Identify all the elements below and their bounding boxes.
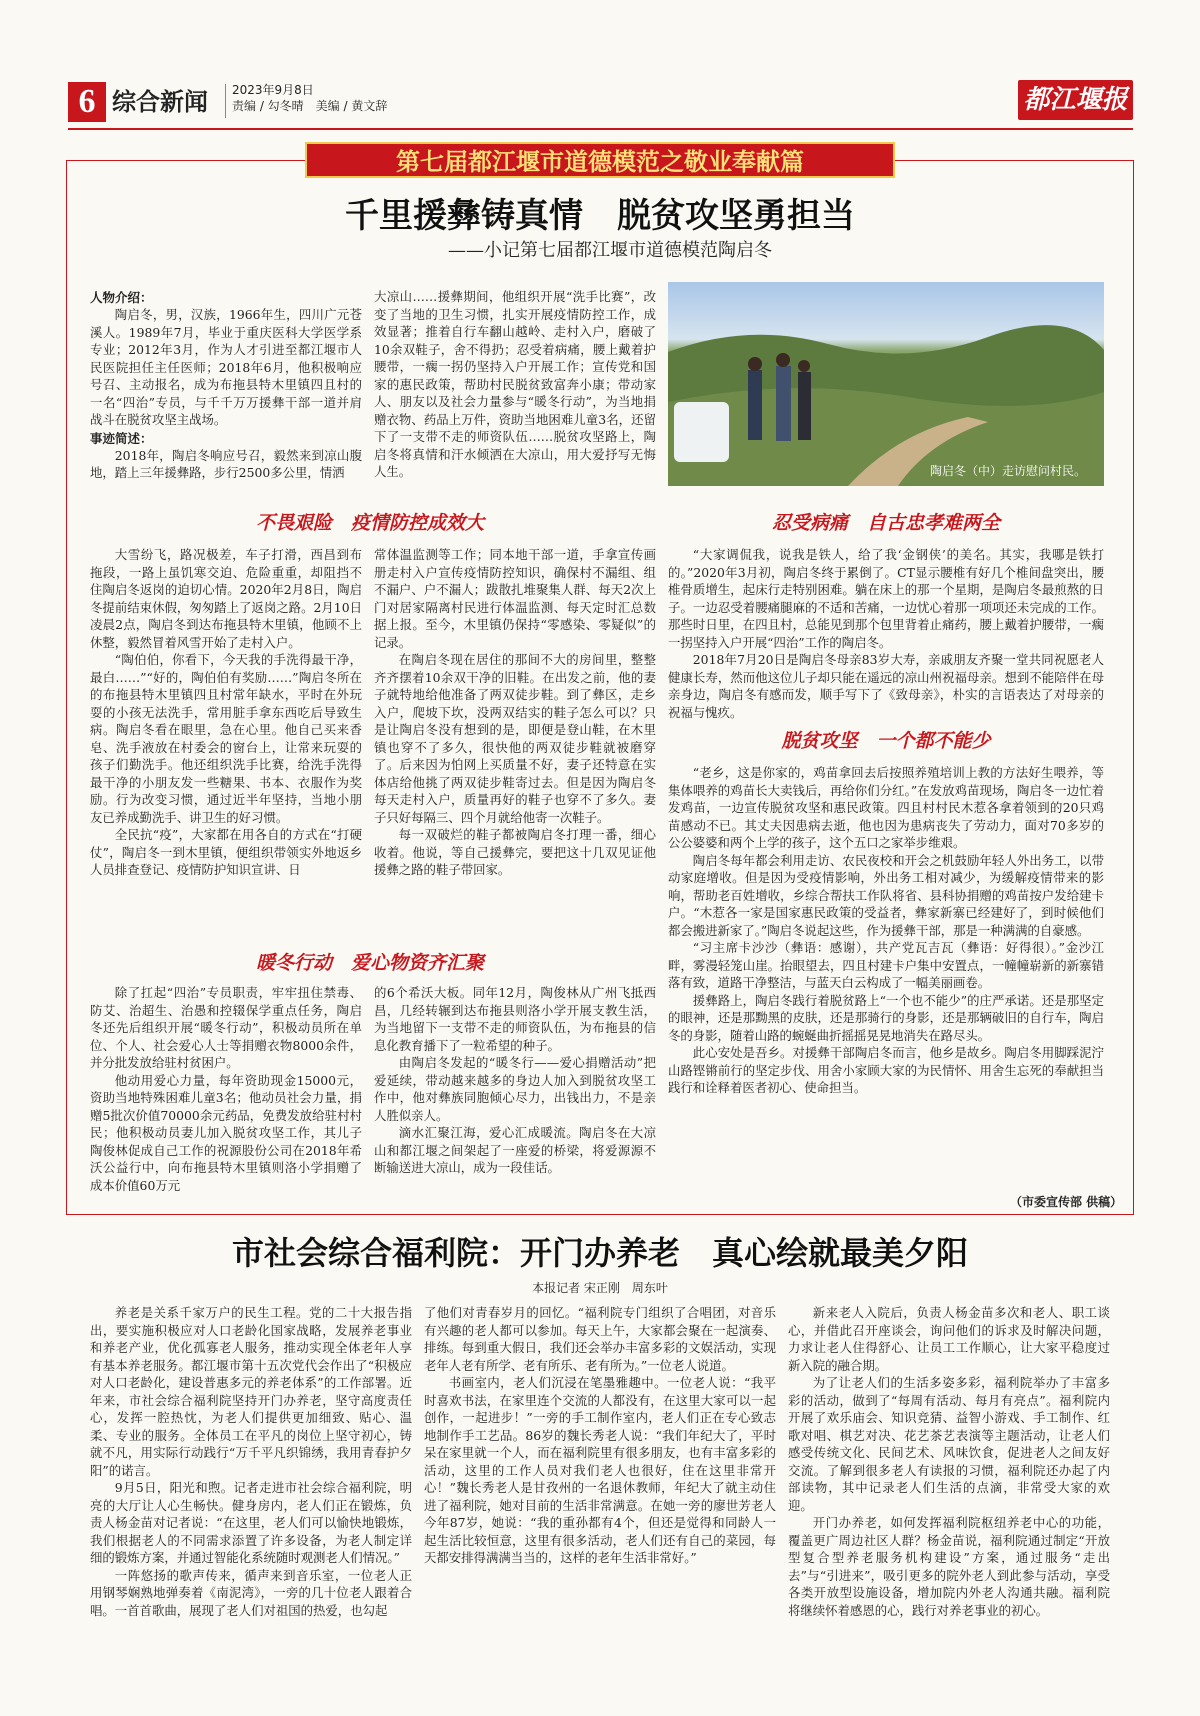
intro-profile-heading: 人物介绍： bbox=[90, 290, 153, 305]
article2-paragraph: 为了让老人们的生活多姿多彩，福利院举办了丰富多彩的活动，做到了“每周有活动、每月有亮点”。福利院内开展了欢乐庙会、知识竞猜、益智小游戏、手工制作、红歌对唱、棋艺对决、花艺茶艺表演等主题活动，让老人们感受传统文化、民间艺术、风味饮食，促进老人之间友好交流。了解到很多老人有读报的习惯，福利院还办起了内部读物，其中记录老人们生活的点滴，非常受大家的欢迎。 bbox=[788, 1375, 1110, 1513]
feature-subtitle: ——小记第七届都江堰市道德模范陶启冬 bbox=[448, 240, 772, 261]
divider bbox=[225, 84, 226, 118]
intro-deeds-text-cont: 大凉山……援彝期间，他组织开展“洗手比赛”，改变了当地的卫生习惯，扎实开展疫情防控工作，成效显著；推着自行车翻山越岭、走村入户，磨破了10余双鞋子，舍不得扔；忍受着病痛，腰上戴着护腰带，一瘸一拐仍坚持入户开展工作；宣传党和国家的惠民政策，帮助村民脱贫致富奔小康；带动家人、朋友以及社会力量参与“暖冬行动”，为当地捐赠衣物、药品上万件，资助当地困难儿童3名，还留下了一支带不走的师资队伍……脱贫攻坚路上，陶启冬将真情和汗水倾洒在大凉山，用大爱抒写无悔人生。 bbox=[374, 289, 656, 479]
section4-paragraph: “老乡，这是你家的，鸡苗拿回去后按照养殖培训上教的方法好生喂养，等集体喂养的鸡苗长大卖钱后，再给你们分红。”在发放鸡苗现场，陶启冬一边忙着发鸡苗，一边宣传脱贫攻坚和惠民政策。四且村村民木惹各拿着领到的20只鸡苗感动不已。其丈夫因患病去逝，他也因为患病丧失了劳动力，面对70多岁的公公婆婆和两个上学的孩子，这个五口之家举步维艰。 bbox=[668, 765, 1104, 850]
intro-deeds-text-part: 2018年，陶启冬响应号召，毅然来到凉山腹地，踏上三年援彝路，步行2500多公里，情洒 bbox=[90, 447, 362, 480]
section2-heading: 暖冬行动 爱心物资齐汇聚 bbox=[255, 952, 484, 974]
section4-heading: 脱贫攻坚 一个都不能少 bbox=[781, 730, 991, 752]
article2-title: 市社会综合福利院：开门办养老 真心绘就最美夕阳 bbox=[231, 1234, 968, 1272]
intro-profile-text: 陶启冬，男，汉族，1966年生，四川广元苍溪人。1989年7月，毕业于重庆医科大学医学系专业；2012年3月，作为人才引进至都江堰市人民医院担任主任医师；2018年6月，他积极响应号召、主动报名，成为布拖县特木里镇四且村的一名“四治”专员，与千千万万援彝干部一道并肩战斗在脱贫攻坚主战场。 bbox=[90, 307, 362, 427]
feature-banner: 第七届都江堰市道德模范之敬业奉献篇 bbox=[305, 142, 895, 178]
photo-caption: 陶启冬（中）走访慰问村民。 bbox=[930, 464, 1087, 478]
section1-column-2 bbox=[374, 546, 656, 966]
issue-info bbox=[232, 82, 387, 114]
section2-paragraph: 的6个希沃大板。同年12月，陶俊林从广州飞抵西昌，几经转辗到达布拖县则洛小学开展支教生活，为当地留下一支带不走的师资队伍，为布拖县的信息化教育播下了一粒希望的种子。 bbox=[374, 985, 656, 1053]
section1-paragraph: 在陶启冬现在居住的那间不大的房间里，整整齐齐摆着10余双干净的旧鞋。在出发之前，他的妻子就特地给他准备了两双徒步鞋。到了彝区，走乡入户，爬坡下坎，没两双结实的鞋子怎么可以？只是让陶启冬没有想到的是，即便是登山鞋，在木里镇也穿不了多久，很快他的两双徒步鞋就被磨穿了。后来因为怕网上买质量不好，妻子还特意在实体店给他挑了两双徒步鞋寄过去。但是因为陶启冬每天走村入户，质量再好的鞋子也穿不了多久。妻子只好每隔三、四个月就给他寄一次鞋子。 bbox=[374, 652, 656, 825]
article2-column-1 bbox=[90, 1304, 412, 1702]
section3-paragraph: 2018年7月20日是陶启冬母亲83岁大寿，亲戚朋友齐聚一堂共同祝愿老人健康长寿，然而他这位儿子却只能在遥远的凉山州祝福母亲。想到不能陪伴在母亲身边，陶启冬有感而发，顺手写下了《致母亲》，朴实的言语表达了对母亲的祝福与愧疚。 bbox=[668, 652, 1104, 720]
section3-paragraph: “大家调侃我，说我是铁人，给了我‘金钢侠’的美名。其实，我哪是铁打的。”2020年3月初，陶启冬终于累倒了。CT显示腰椎有好几个椎间盘突出，腰椎骨质增生，起床行走特别困难。躺在床上的那一个星期，是陶启冬最煎熬的日子。一边忍受着腰痛腿麻的不适和苦痛，一边忧心着那一项项还未完成的工作。那些时日里，在四且村，总能见到那个包里背着止痛药，腰上戴着护腰带，一瘸一拐坚持入户开展“四治”工作的陶启冬。 bbox=[668, 547, 1104, 650]
article2-column-2 bbox=[424, 1304, 776, 1702]
article2-paragraph: 了他们对青春岁月的回忆。“福利院专门组织了合唱团，对音乐有兴趣的老人都可以参加。每天上午，大家都会聚在一起演奏、排练。每到重大假日，我们还会举办丰富多彩的文娱活动，实现老年人老有所学、老有所乐、老有所为。”一位老人说道。 bbox=[424, 1305, 776, 1373]
section-title: 综合新闻 bbox=[112, 88, 208, 116]
section1-paragraph: 大雪纷飞，路况极差，车子打滑，西昌到布拖段，一路上虽饥寒交迫、危险重重，却阻挡不住陶启冬返岗的迫切心情。2020年2月8日，陶启冬提前结束休假，匆匆踏上了返岗之路。2月10日凌晨2点，陶启冬到达布拖县特木里镇，他顾不上休整，毅然冒着风雪开始了走村入户。 bbox=[90, 547, 362, 650]
section4-paragraph: 陶启冬每年都会利用走访、农民夜校和开会之机鼓励年轻人外出务工，以带动家庭增收。但是因为受疫情影响，外出务工相对减少，为缓解疫情带来的影响，帮助老百姓增收，乡综合帮扶工作队将省、县科协捐赠的鸡苗按户发给建卡户。“木惹各一家是国家惠民政策的受益者，彝家新寨已经建好了，到时候他们都会搬进新家了。”陶启冬说起这些，作为援彝干部，那是一种满满的自豪感。 bbox=[668, 852, 1104, 938]
section1-paragraph: “陶伯伯，你看下，今天我的手洗得最干净，最白……”“好的，陶伯伯有奖励……”陶启冬所在的布拖县特木里镇四且村常年缺水，平时在外玩耍的小孩无法洗手，常用脏手拿东西吃后导致生病。陶启冬看在眼里，急在心里。他自己买来香皂、洗手液放在村委会的窗台上，让常来玩耍的孩子们勤洗手。他还组织洗手比赛，给洗手洗得最干净的小朋友发一些糖果、书本、衣服作为奖励。行为改变习惯，通过近半年坚持，当地小朋友已养成勤洗手、讲卫生的好习惯。 bbox=[90, 652, 362, 825]
header-rule bbox=[68, 128, 1133, 130]
article2-paragraph: 新来老人入院后，负责人杨金苗多次和老人、职工谈心，并借此召开座谈会，询问他们的诉求及时解决问题，力求让老人住得舒心、让员工工作顺心，让大家平稳度过新入院的融合期。 bbox=[788, 1305, 1110, 1373]
page-number: 6 bbox=[68, 82, 106, 122]
masthead bbox=[68, 78, 1133, 126]
intro-column-2 bbox=[374, 288, 656, 488]
section4-column bbox=[668, 764, 1104, 1192]
section2-paragraph: 他动用爱心力量，每年资助现金15000元，资助当地特殊困难儿童3名；他动员社会力量，捐赠5批次价值70000余元药品，免费发放给驻村村民；他积极动员妻儿加入脱贫攻坚工作，其儿子陶俊林促成自己工作的祝源股份公司在2018年希沃公益行中，向布拖县特木里镇则洛小学捐赠了成本价值60万元 bbox=[90, 1072, 362, 1193]
section2-column-1 bbox=[90, 984, 362, 1194]
paper-logo: 都江堰报 bbox=[1018, 80, 1133, 120]
issue-editors: 责编 / 勾冬晴 美编 / 黄文辞 bbox=[232, 99, 388, 113]
section1-paragraph: 全民抗“疫”，大家都在用各自的方式在“打硬仗”，陶启冬一到木里镇，便组织带领实外地返乡人员排查登记、疫情防护知识宣讲、日 bbox=[90, 827, 362, 877]
article2-paragraph: 开门办养老，如何发挥福利院枢纽养老中心的功能，覆盖更广周边社区人群？杨金苗说，福利院通过制定“开放型复合型养老服务机构建设”方案，通过服务“走出去”与“引进来”，吸引更多的院外老人到此参与活动，享受各类开放型设施设备，增加院内外老人沟通共融。福利院将继续怀着感恩的心，践行对养老事业的初心。 bbox=[788, 1515, 1110, 1618]
section2-paragraph: 由陶启冬发起的“暖冬行——爱心捐赠活动”把爱延续，带动越来越多的身边人加入到脱贫攻坚工作中，他对彝族同胞倾心尽力，出钱出力，不是亲人胜似亲人。 bbox=[374, 1055, 656, 1123]
section2-paragraph: 除了扛起“四治”专员职责，牢牢扭住禁毒、防艾、治超生、治愚和控辍保学重点任务，陶启冬还先后组织开展“暖冬行动”，积极动员所在单位、个人、社会爱心人士等捐赠衣物8000余件，并分批发放给驻村贫困户。 bbox=[90, 985, 362, 1070]
article2-paragraph: 一阵悠扬的歌声传来，循声来到音乐室，一位老人正用钢琴娴熟地弹奏着《南泥湾》，一旁的几十位老人跟着合唱。一首首歌曲，展现了老人们对祖国的热爱，也勾起 bbox=[90, 1567, 412, 1618]
intro-deeds-heading: 事迹简述： bbox=[90, 430, 153, 446]
section2-column-2 bbox=[374, 984, 656, 1194]
section1-paragraph: 每一双破烂的鞋子都被陶启冬打理一番，细心收着。他说，等自己援彝完，要把这十几双见证他援彝之路的鞋子带回家。 bbox=[374, 827, 656, 877]
section1-heading: 不畏艰险 疫情防控成效大 bbox=[255, 512, 484, 534]
article2-paragraph: 9月5日，阳光和煦。记者走进市社会综合福利院，明亮的大厅让人心生畅快。健身房内，老人们正在锻炼，负责人杨金苗对记者说：“在这里，老人们可以愉快地锻炼，我们根据老人的不同需求添置了许多设备，为老人制定详细的锻炼方案，并通过智能化系统随时观测老人们情况。” bbox=[90, 1480, 412, 1565]
section4-paragraph: 此心安处是吾乡。对援彝干部陶启冬而言，他乡是故乡。陶启冬用脚踩泥泞山路铿锵前行的坚定步伐、用舍小家顾大家的为民情怀、用舍生忘死的奉献担当践行和诠释着医者初心、使命担当。 bbox=[668, 1045, 1104, 1095]
article2-byline: 本报记者 宋正刚 周东叶 bbox=[532, 1281, 668, 1295]
section2-paragraph: 滴水汇聚江海，爱心汇成暖流。陶启冬在大凉山和都江堰之间架起了一座爱的桥梁，将爱源源不断输送进大凉山，成为一段佳话。 bbox=[374, 1125, 656, 1175]
article2-column-3 bbox=[788, 1304, 1110, 1702]
feature-photo bbox=[668, 282, 1104, 486]
issue-date: 2023年9月8日 bbox=[232, 83, 314, 97]
section1-column-1 bbox=[90, 546, 362, 966]
section4-paragraph: 援彝路上，陶启冬践行着脱贫路上“一个也不能少”的庄严承诺。还是那坚定的眼神，还是那黝黑的皮肤，还是那骑行的身影，还是那辆破旧的自行车，陶启冬的身影，随着山路的蜿蜒曲折摇摇晃晃地消失在路尽头。 bbox=[668, 992, 1104, 1043]
section3-heading: 忍受病痛 自古忠孝难两全 bbox=[771, 512, 1000, 534]
intro-column-1 bbox=[90, 288, 362, 488]
feature-title: 千里援彝铸真情 脱贫攻坚勇担当 bbox=[345, 196, 855, 236]
section1-paragraph: 常体温监测等工作；同本地干部一道，手拿宣传画册走村入户宣传疫情防控知识，确保村不漏组、组不漏户、户不漏人；跋散扎堆聚集人群、每天2次上门对居家隔离村民进行体温监测、每天定时汇总数据上报。至今，木里镇仍保持“零感染、零疑似”的记录。 bbox=[374, 547, 656, 650]
feature-credit: （市委宣传部 供稿） bbox=[1010, 1195, 1123, 1209]
photo-illustration bbox=[668, 282, 1104, 486]
article2-paragraph: 书画室内，老人们沉浸在笔墨雅趣中。一位老人说：“我平时喜欢书法，在家里连个交流的人都没有，在这里大家可以一起创作，一起进步！”一旁的手工制作室内，老人们正在专心致志地制作手工艺品。86岁的魏长秀老人说：“我们年纪大了，平时呆在家里就一个人，而在福利院里有很多朋友，也有丰富多彩的活动，这里的工作人员对我们老人也很好，住在这里非常开心！”魏长秀老人是甘孜州的一名退休教师，年纪大了就主动住进了福利院，她对目前的生活非常满意。在她一旁的廖世芳老人今年87岁，她说：“我的重孙都有4个，但还是觉得和同龄人一起生活比较恒意，这里有很多活动，老人们还有自己的菜园，每天都安排得满满当当的，这样的老年生活非常好。” bbox=[424, 1375, 776, 1565]
section3-column bbox=[668, 546, 1104, 720]
section4-paragraph: “习主席卡沙沙（彝语：感谢），共产党瓦吉瓦（彝语：好得很）。”金沙江畔，雾漫轻笼山崖。抬眼望去，四且村建卡户集中安置点，一幢幢崭新的新寨错落有致，道路干净整洁，与蓝天白云构成了一幅美丽画卷。 bbox=[668, 940, 1104, 990]
article2-paragraph: 养老是关系千家万户的民生工程。党的二十大报告指出，要实施积极应对人口老龄化国家战略，发展养老事业和养老产业，优化孤寡老人服务，推动实现全体老年人享有基本养老服务。都江堰市第十五次党代会作出了“积极应对人口老龄化，建设普惠多元的养老体系”的工作部署。近年来，市社会综合福利院坚持开门办养老，坚守高度责任心，发挥一腔热忱，为老人们提供更加细致、贴心、温柔、专业的服务。全体员工在平凡的岗位上坚守初心，铸就不凡，用实际行动践行“万千平凡织锦绣，我用青春护夕阳”的诺言。 bbox=[90, 1305, 412, 1478]
